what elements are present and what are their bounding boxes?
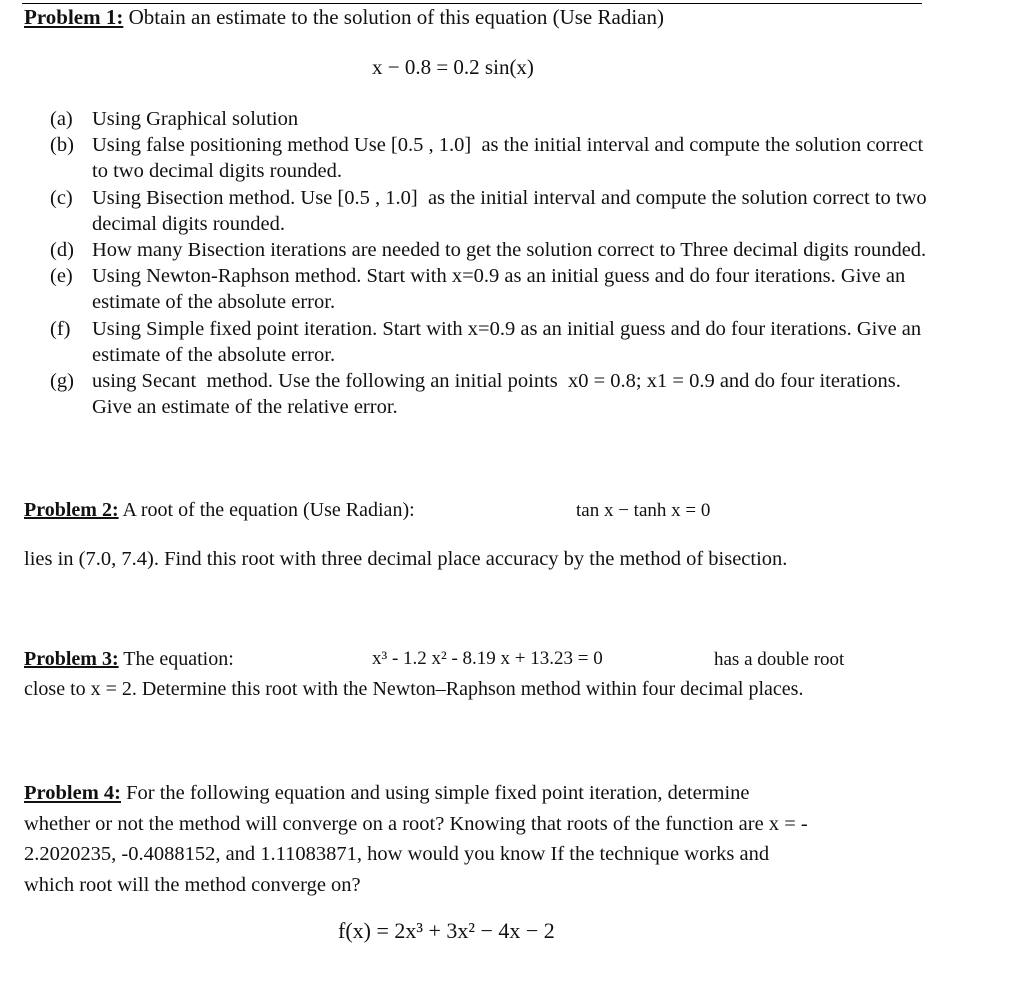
problem-4-line	[24, 778, 924, 809]
problem-2-body: lies in (7.0, 7.4). Find this root with three decimal place accuracy by the method of bisection.	[24, 548, 788, 570]
problem-4-line4: which root will the method converge on?	[24, 874, 361, 897]
list-item	[50, 368, 930, 420]
problem-1-heading	[24, 5, 664, 30]
problem-4-equation: f(x) = 2x³ + 3x² − 4x − 2	[338, 918, 555, 943]
problem-3-tail: has a double root	[714, 649, 845, 670]
problem-3-heading	[24, 648, 234, 671]
item-text: How many Bisection iterations are needed to get the solution correct to Three decimal digits rounded.	[92, 239, 927, 262]
list-item	[50, 263, 930, 315]
item-text: Using Graphical solution	[92, 108, 299, 130]
item-label: (g)	[50, 370, 74, 393]
item-text: Using Bisection method. Use [0.5 , 1.0] as the initial interval and compute the solution correct to two decimal digits rounded.	[92, 186, 932, 235]
item-label: (c)	[50, 186, 73, 209]
problem-4-line1: For the following equation and using simple fixed point iteration, determine	[120, 782, 750, 804]
problem-1-label: Problem 1:	[24, 5, 124, 29]
problem-3-intro: The equation:	[118, 648, 234, 670]
problem-2-intro: A root of the equation (Use Radian):	[118, 499, 415, 521]
item-label: (d)	[50, 239, 74, 262]
item-label: (b)	[50, 134, 74, 157]
problem-3-body: close to x = 2. Determine this root with the Newton–Raphson method within four decimal places.	[24, 678, 804, 700]
item-text: using Secant method. Use the following an initial points x0 = 0.8; x1 = 0.9 and do four iterations. Give an estimate of the relative error.	[92, 370, 906, 419]
item-label: (a)	[50, 108, 73, 130]
problem-4-line2: whether or not the method will converge on a root? Knowing that roots of the function are x = -	[24, 812, 808, 835]
item-text: Using Simple fixed point iteration. Start with x=0.9 as an initial guess and do four iterations. Give an estimate of the absolute error.	[92, 317, 927, 366]
problem-2-heading	[24, 499, 415, 522]
problem-1-item-list	[50, 106, 930, 420]
problem-1-intro: Obtain an estimate to the solution of this equation (Use Radian)	[123, 5, 664, 29]
problem-4-label: Problem 4:	[24, 782, 121, 804]
list-item	[50, 185, 930, 237]
list-item	[50, 237, 930, 263]
problem-4-block	[24, 778, 924, 901]
problem-2-label: Problem 2:	[24, 499, 119, 521]
list-item	[50, 316, 930, 368]
problem-4-line3: 2.2020235, -0.4088152, and 1.11083871, how would you know If the technique works and	[24, 843, 770, 866]
item-label: (f)	[50, 317, 71, 340]
item-text: Using false positioning method Use [0.5 , 1.0] as the initial interval and compute the solution correct to two decimal digits rounded.	[92, 134, 929, 183]
problem-3-label: Problem 3:	[24, 648, 119, 670]
problem-2-equation: tan x − tanh x = 0	[576, 500, 711, 521]
item-label: (e)	[50, 265, 73, 288]
problem-1-equation: x − 0.8 = 0.2 sin(x)	[372, 55, 534, 79]
list-item	[50, 106, 930, 132]
problem-3-equation: x³ - 1.2 x² - 8.19 x + 13.23 = 0	[372, 648, 603, 669]
list-item	[50, 132, 930, 184]
item-text: Using Newton-Raphson method. Start with x=0.9 as an initial guess and do four iterations. Give an estimate of the absolute error.	[92, 265, 911, 314]
top-rule	[22, 3, 922, 4]
